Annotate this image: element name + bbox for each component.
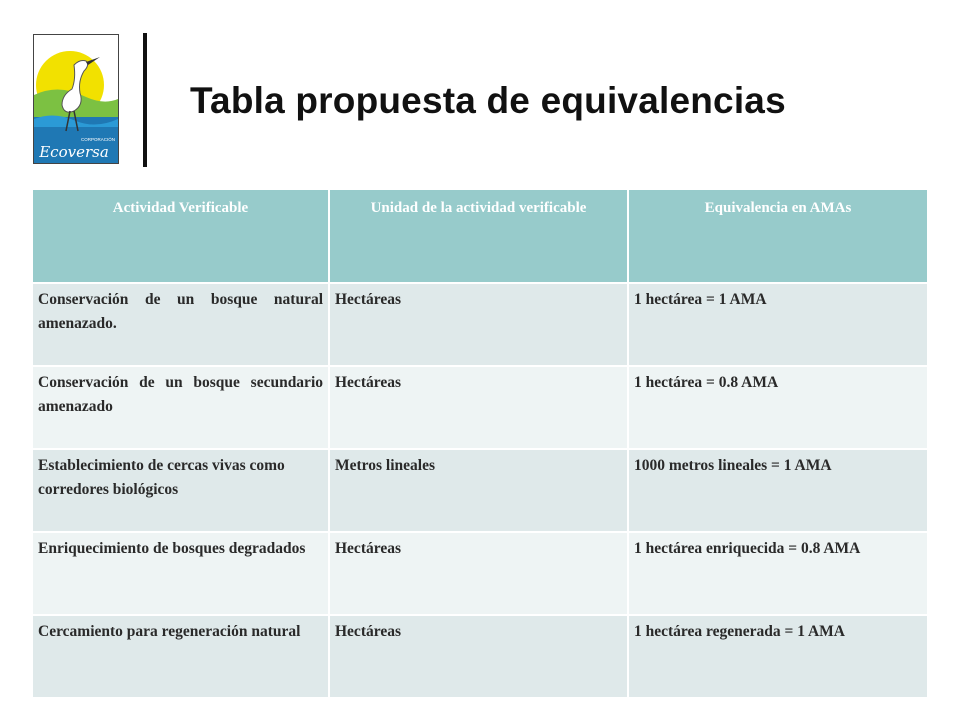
cell-equivalence: 1 hectárea regenerada = 1 AMA (629, 616, 927, 697)
table-row (33, 616, 927, 697)
logo-label: Ecoversa (39, 143, 109, 161)
table-row (33, 533, 927, 614)
header-activity: Actividad Verificable (33, 190, 328, 282)
cell-equivalence: 1 hectárea = 0.8 AMA (629, 367, 927, 448)
title-divider (143, 33, 147, 167)
heron-logo-icon (34, 35, 118, 163)
cell-unit: Hectáreas (330, 616, 627, 697)
cell-unit: Hectáreas (330, 533, 627, 614)
header-equivalence: Equivalencia en AMAs (629, 190, 927, 282)
cell-activity: Conservación de un bosque secundario amenazado (33, 367, 328, 448)
cell-unit: Metros lineales (330, 450, 627, 531)
cell-equivalence: 1000 metros lineales = 1 AMA (629, 450, 927, 531)
cell-unit: Hectáreas (330, 284, 627, 365)
cell-activity: Establecimiento de cercas vivas como corredores biológicos (33, 450, 328, 531)
cell-equivalence: 1 hectárea = 1 AMA (629, 284, 927, 365)
header-unit: Unidad de la actividad verificable (330, 190, 627, 282)
table-row (33, 284, 927, 365)
page-title: Tabla propuesta de equivalencias (190, 80, 786, 121)
ecoversa-logo (33, 34, 119, 164)
logo-small-label: CORPORACIÓN (80, 137, 116, 142)
cell-equivalence: 1 hectárea enriquecida = 0.8 AMA (629, 533, 927, 614)
table-header-row (33, 190, 927, 282)
cell-activity: Cercamiento para regeneración natural (33, 616, 328, 697)
table-row (33, 450, 927, 531)
cell-activity: Enriquecimiento de bosques degradados (33, 533, 328, 614)
cell-activity: Conservación de un bosque natural amenazado. (33, 284, 328, 365)
table-row (33, 367, 927, 448)
equivalences-table (31, 188, 929, 699)
cell-unit: Hectáreas (330, 367, 627, 448)
